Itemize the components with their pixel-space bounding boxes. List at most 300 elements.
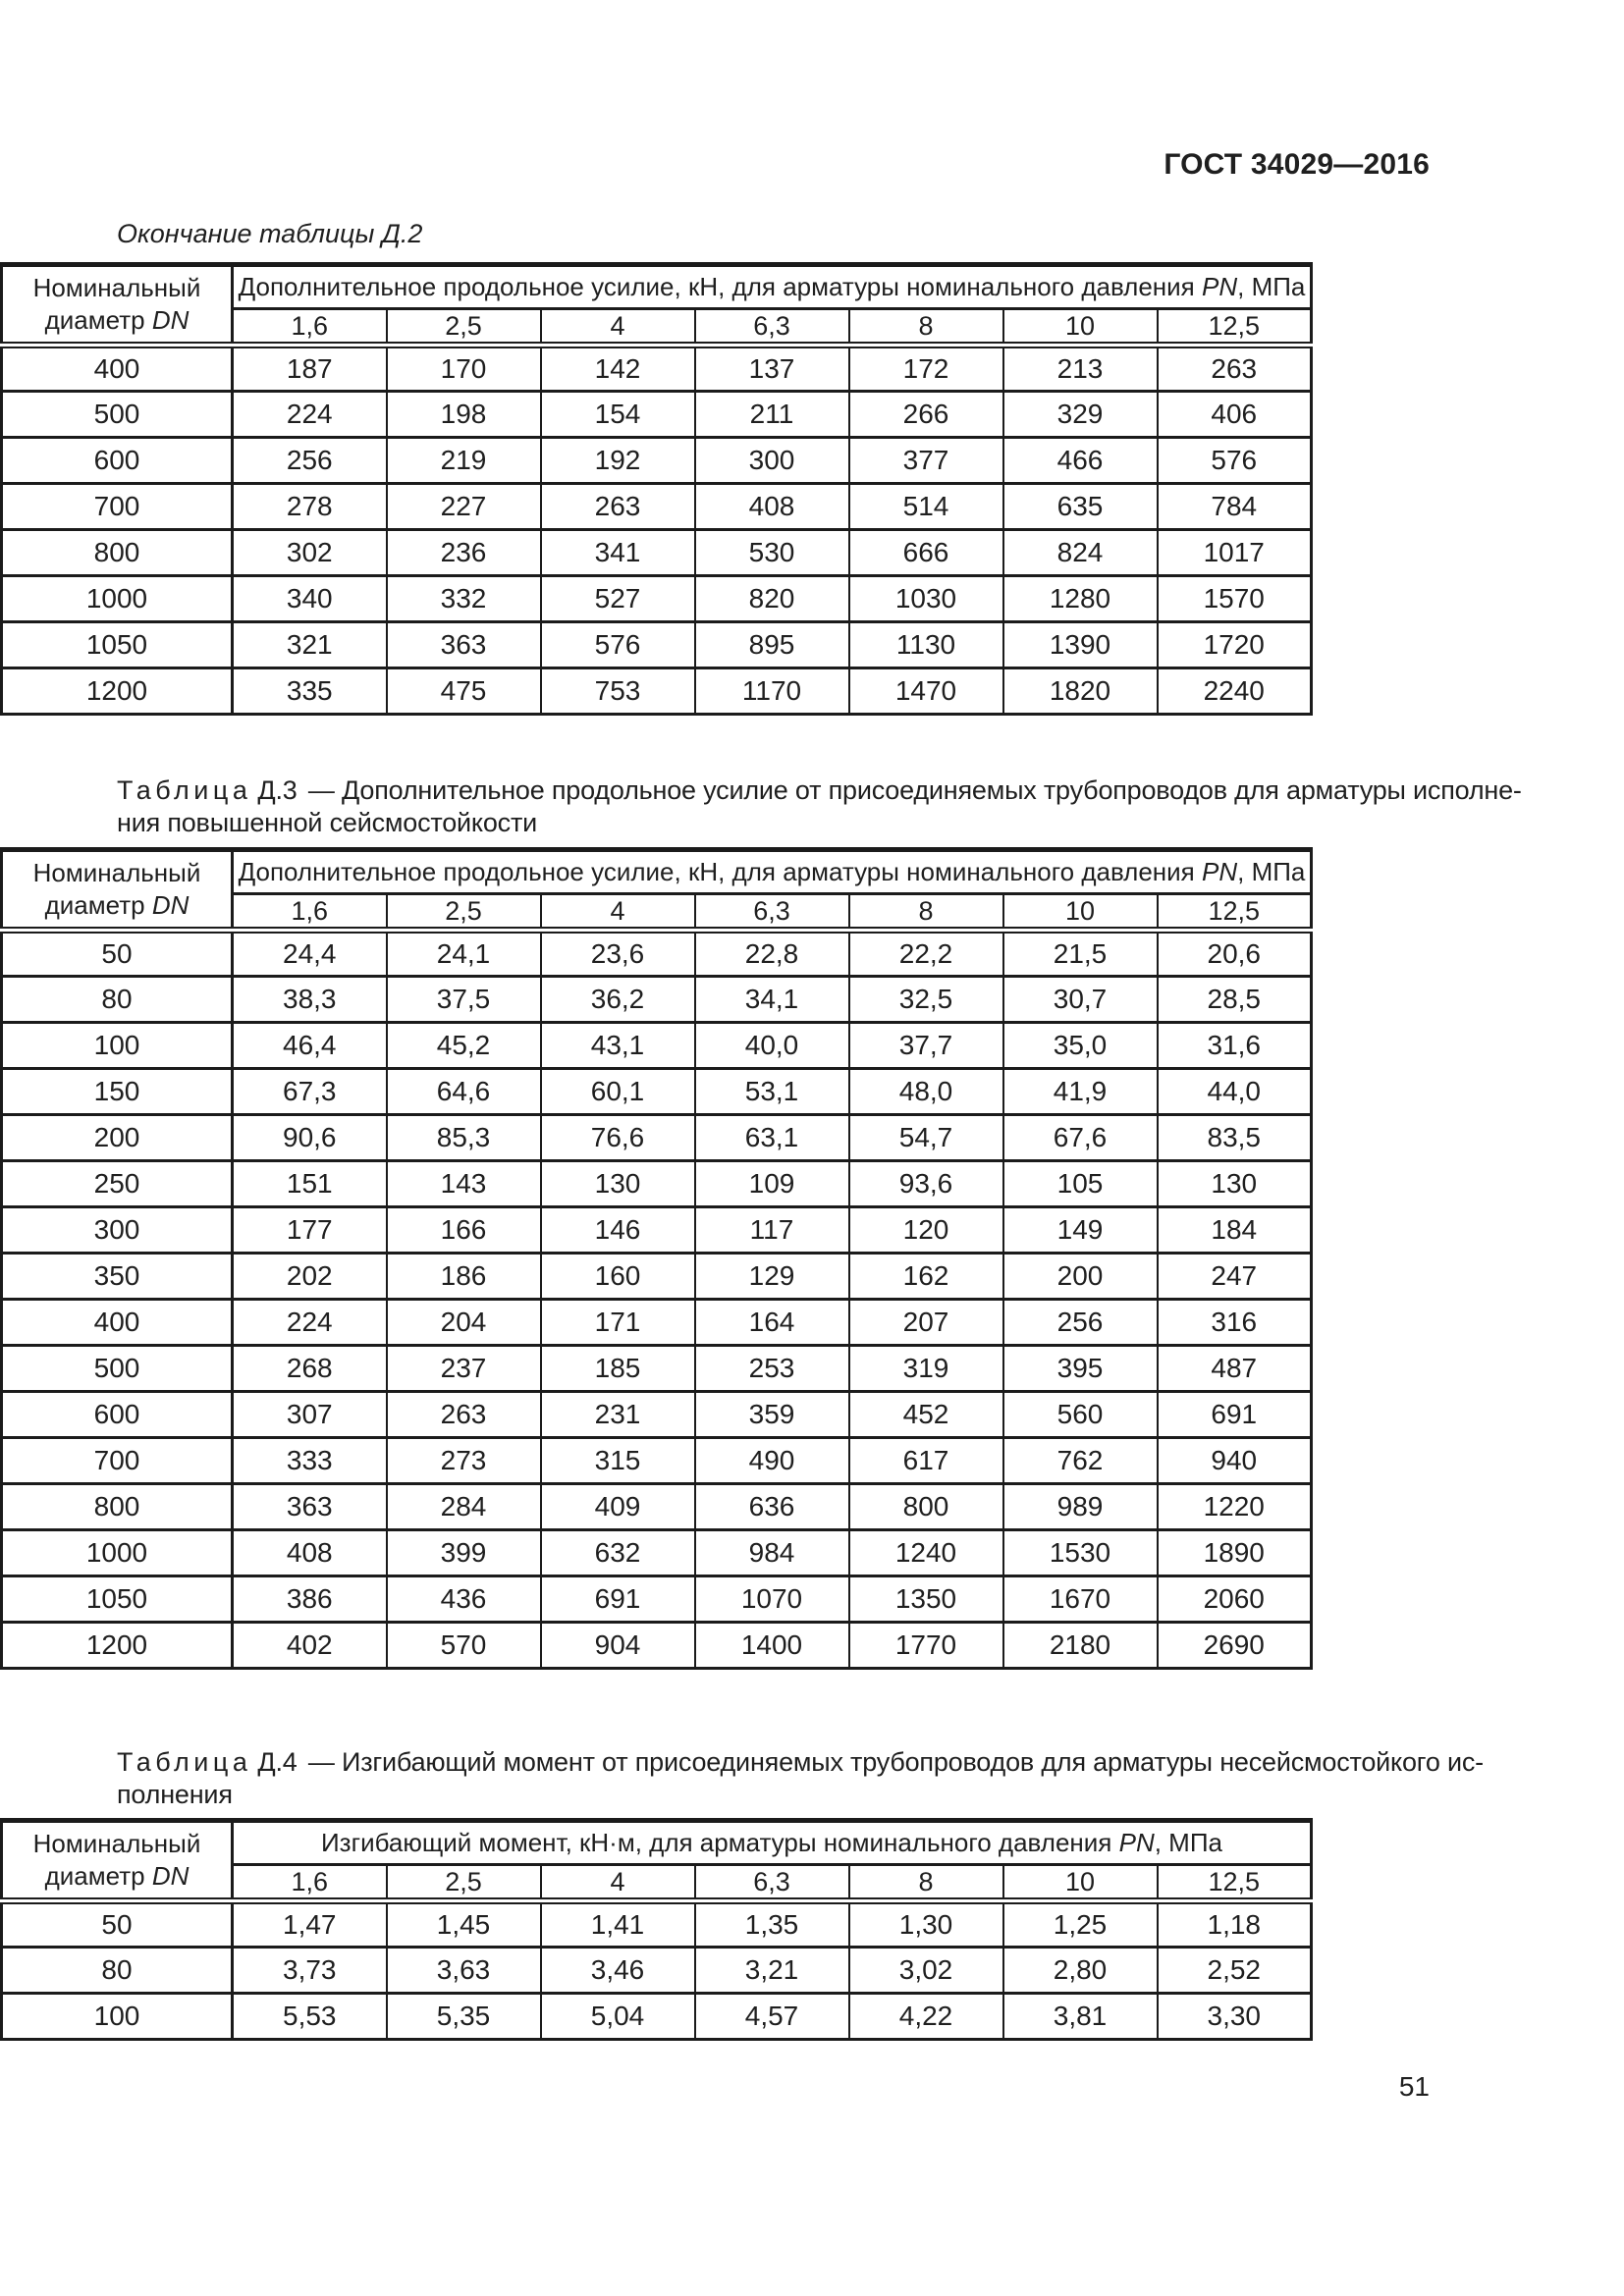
value-cell: 22,2 [849,931,1003,977]
value-cell: 1820 [1003,668,1158,715]
dn-cell: 400 [2,1300,233,1346]
value-cell: 93,6 [849,1161,1003,1207]
value-cell: 224 [233,1300,387,1346]
value-cell: 1130 [849,622,1003,668]
table-row [2,1254,1312,1300]
dn-column-header [2,1821,233,1901]
span-header-unit: , МПа [1237,272,1306,301]
value-cell: 635 [1003,484,1158,530]
dn-cell: 80 [2,977,233,1023]
value-cell: 204 [387,1300,541,1346]
value-cell: 315 [541,1438,695,1484]
value-cell: 45,2 [387,1023,541,1069]
value-cell: 1,41 [541,1901,695,1948]
table-row [2,392,1312,438]
span-header-text: Дополнительное продольное усилие, кН, для арматуры номинального давления [238,857,1195,886]
value-cell: 333 [233,1438,387,1484]
caption-line: ния повышенной сейсмостойкости [117,808,538,837]
value-cell: 1400 [695,1623,849,1669]
value-cell: 20,6 [1158,931,1312,977]
dn-cell: 1000 [2,576,233,622]
value-cell: 762 [1003,1438,1158,1484]
value-cell: 399 [387,1530,541,1576]
value-cell: 363 [233,1484,387,1530]
value-cell: 359 [695,1392,849,1438]
value-cell: 67,6 [1003,1115,1158,1161]
value-cell: 256 [233,438,387,484]
value-cell: 1170 [695,668,849,715]
table-row [2,1484,1312,1530]
value-cell: 63,1 [695,1115,849,1161]
value-cell: 4,57 [695,1994,849,2040]
value-cell: 143 [387,1161,541,1207]
value-cell: 90,6 [233,1115,387,1161]
value-cell: 800 [849,1484,1003,1530]
value-cell: 3,81 [1003,1994,1158,2040]
value-cell: 530 [695,530,849,576]
value-cell: 64,6 [387,1069,541,1115]
span-header-text: Изгибающий момент, кН·м, для арматуры номинального давления [320,1828,1112,1857]
value-cell: 753 [541,668,695,715]
table-row [2,1069,1312,1115]
value-cell: 335 [233,668,387,715]
value-cell: 617 [849,1438,1003,1484]
table-row [2,1392,1312,1438]
table-row [2,668,1312,715]
dn-header-line1: Номинальный [32,1829,201,1858]
table-d3-header [2,850,1312,931]
value-cell: 129 [695,1254,849,1300]
pressure-header: 12,5 [1158,894,1312,931]
value-cell: 1,47 [233,1901,387,1948]
value-cell: 691 [1158,1392,1312,1438]
table-row [2,1623,1312,1669]
dn-header-line1: Номинальный [32,273,201,302]
value-cell: 2690 [1158,1623,1312,1669]
value-cell: 1770 [849,1623,1003,1669]
moment-span-header [233,1821,1312,1865]
pressure-header: 6,3 [695,1865,849,1901]
value-cell: 109 [695,1161,849,1207]
value-cell: 192 [541,438,695,484]
table-d2-header [2,265,1312,346]
pressure-span-header [233,265,1312,309]
value-cell: 36,2 [541,977,695,1023]
value-cell: 386 [233,1576,387,1623]
value-cell: 395 [1003,1346,1158,1392]
value-cell: 164 [695,1300,849,1346]
dn-cell: 250 [2,1161,233,1207]
pressure-header: 4 [541,309,695,346]
value-cell: 2,52 [1158,1948,1312,1994]
value-cell: 1570 [1158,576,1312,622]
table-row [2,1300,1312,1346]
value-cell: 253 [695,1346,849,1392]
value-cell: 1530 [1003,1530,1158,1576]
table-d2-body [2,346,1312,715]
dn-cell: 1200 [2,668,233,715]
value-cell: 160 [541,1254,695,1300]
value-cell: 120 [849,1207,1003,1254]
value-cell: 632 [541,1530,695,1576]
value-cell: 35,0 [1003,1023,1158,1069]
value-cell: 402 [233,1623,387,1669]
value-cell: 154 [541,392,695,438]
value-cell: 560 [1003,1392,1158,1438]
pressure-header: 8 [849,309,1003,346]
value-cell: 162 [849,1254,1003,1300]
dn-cell: 700 [2,484,233,530]
caption-table-word: Таблица [117,1747,252,1777]
value-cell: 363 [387,622,541,668]
value-cell: 177 [233,1207,387,1254]
value-cell: 4,22 [849,1994,1003,2040]
value-cell: 237 [387,1346,541,1392]
table-row [2,576,1312,622]
pressure-header: 1,6 [233,309,387,346]
value-cell: 263 [1158,346,1312,392]
value-cell: 1470 [849,668,1003,715]
dn-symbol: DN [151,890,189,920]
value-cell: 527 [541,576,695,622]
value-cell: 984 [695,1530,849,1576]
value-cell: 3,02 [849,1948,1003,1994]
value-cell: 436 [387,1576,541,1623]
value-cell: 1280 [1003,576,1158,622]
value-cell: 48,0 [849,1069,1003,1115]
value-cell: 185 [541,1346,695,1392]
value-cell: 319 [849,1346,1003,1392]
table-row [2,1901,1312,1948]
pressure-header: 12,5 [1158,309,1312,346]
table-row [2,977,1312,1023]
value-cell: 284 [387,1484,541,1530]
value-cell: 273 [387,1438,541,1484]
value-cell: 184 [1158,1207,1312,1254]
table-d4-caption [117,1746,1484,1811]
standard-number: ГОСТ 34029—2016 [1164,148,1430,181]
value-cell: 332 [387,576,541,622]
value-cell: 341 [541,530,695,576]
value-cell: 43,1 [541,1023,695,1069]
pn-symbol: PN [1118,1828,1155,1857]
table-d3-caption [117,774,1522,839]
dn-cell: 50 [2,931,233,977]
value-cell: 263 [541,484,695,530]
dn-cell: 350 [2,1254,233,1300]
value-cell: 170 [387,346,541,392]
dn-symbol: DN [151,305,189,335]
table-row [2,1576,1312,1623]
pressure-header: 8 [849,894,1003,931]
value-cell: 224 [233,392,387,438]
value-cell: 824 [1003,530,1158,576]
dn-symbol: DN [151,1861,189,1891]
table-d4 [0,1818,1313,2041]
dn-cell: 500 [2,392,233,438]
value-cell: 130 [541,1161,695,1207]
value-cell: 475 [387,668,541,715]
table-d4-body [2,1901,1312,2040]
value-cell: 22,8 [695,931,849,977]
dn-cell: 1050 [2,1576,233,1623]
span-header-text: Дополнительное продольное усилие, кН, для арматуры номинального давления [238,272,1195,301]
value-cell: 53,1 [695,1069,849,1115]
table-row [2,1207,1312,1254]
value-cell: 307 [233,1392,387,1438]
value-cell: 54,7 [849,1115,1003,1161]
table-d3-body [2,931,1312,1669]
value-cell: 636 [695,1484,849,1530]
value-cell: 940 [1158,1438,1312,1484]
value-cell: 38,3 [233,977,387,1023]
value-cell: 490 [695,1438,849,1484]
value-cell: 227 [387,484,541,530]
value-cell: 406 [1158,392,1312,438]
value-cell: 2180 [1003,1623,1158,1669]
value-cell: 1350 [849,1576,1003,1623]
value-cell: 278 [233,484,387,530]
caption-line: полнения [117,1780,233,1809]
value-cell: 409 [541,1484,695,1530]
dn-cell: 100 [2,1994,233,2040]
caption-title: — Изгибающий момент от присоединяемых трубопроводов для арматуры несейсмостойкого ис- [307,1747,1484,1777]
value-cell: 23,6 [541,931,695,977]
value-cell: 172 [849,346,1003,392]
table-row [2,931,1312,977]
value-cell: 31,6 [1158,1023,1312,1069]
value-cell: 2240 [1158,668,1312,715]
dn-header-line1: Номинальный [32,858,201,887]
value-cell: 666 [849,530,1003,576]
value-cell: 211 [695,392,849,438]
dn-cell: 200 [2,1115,233,1161]
value-cell: 3,63 [387,1948,541,1994]
value-cell: 40,0 [695,1023,849,1069]
value-cell: 316 [1158,1300,1312,1346]
value-cell: 263 [387,1392,541,1438]
value-cell: 37,5 [387,977,541,1023]
value-cell: 268 [233,1346,387,1392]
dn-column-header [2,265,233,346]
value-cell: 377 [849,438,1003,484]
dn-cell: 1050 [2,622,233,668]
value-cell: 300 [695,438,849,484]
table-row [2,1994,1312,2040]
value-cell: 219 [387,438,541,484]
pressure-header: 1,6 [233,894,387,931]
value-cell: 105 [1003,1161,1158,1207]
table-d4-header [2,1821,1312,1901]
value-cell: 151 [233,1161,387,1207]
dn-cell: 150 [2,1069,233,1115]
table-d2 [0,262,1313,716]
value-cell: 28,5 [1158,977,1312,1023]
dn-header-line2: диаметр [44,305,145,335]
pressure-header: 10 [1003,1865,1158,1901]
pressure-header: 6,3 [695,894,849,931]
value-cell: 207 [849,1300,1003,1346]
value-cell: 1,25 [1003,1901,1158,1948]
caption-line [117,774,1522,807]
value-cell: 186 [387,1254,541,1300]
caption-table-number: Д.4 [257,1747,298,1777]
dn-header-line2: диаметр [44,1861,145,1891]
value-cell: 146 [541,1207,695,1254]
value-cell: 1720 [1158,622,1312,668]
dn-cell: 600 [2,1392,233,1438]
value-cell: 198 [387,392,541,438]
value-cell: 142 [541,346,695,392]
caption-table-number: Д.3 [257,775,298,805]
value-cell: 3,21 [695,1948,849,1994]
value-cell: 1390 [1003,622,1158,668]
dn-cell: 1000 [2,1530,233,1576]
pressure-header: 2,5 [387,309,541,346]
value-cell: 3,46 [541,1948,695,1994]
value-cell: 408 [233,1530,387,1576]
dn-cell: 50 [2,1901,233,1948]
span-header-unit: , МПа [1237,857,1306,886]
value-cell: 5,04 [541,1994,695,2040]
dn-cell: 800 [2,1484,233,1530]
value-cell: 3,30 [1158,1994,1312,2040]
value-cell: 904 [541,1623,695,1669]
value-cell: 171 [541,1300,695,1346]
value-cell: 576 [1158,438,1312,484]
value-cell: 32,5 [849,977,1003,1023]
dn-cell: 600 [2,438,233,484]
dn-cell: 80 [2,1948,233,1994]
dn-cell: 500 [2,1346,233,1392]
pressure-header: 2,5 [387,894,541,931]
value-cell: 266 [849,392,1003,438]
value-cell: 452 [849,1392,1003,1438]
caption-line [117,1746,1484,1779]
dn-cell: 800 [2,530,233,576]
value-cell: 83,5 [1158,1115,1312,1161]
pressure-header: 2,5 [387,1865,541,1901]
table-row [2,1115,1312,1161]
dn-cell: 300 [2,1207,233,1254]
value-cell: 820 [695,576,849,622]
value-cell: 44,0 [1158,1069,1312,1115]
dn-cell: 700 [2,1438,233,1484]
table-row [2,1346,1312,1392]
value-cell: 1240 [849,1530,1003,1576]
value-cell: 691 [541,1576,695,1623]
value-cell: 117 [695,1207,849,1254]
value-cell: 1,35 [695,1901,849,1948]
value-cell: 85,3 [387,1115,541,1161]
value-cell: 30,7 [1003,977,1158,1023]
dn-column-header [2,850,233,931]
value-cell: 408 [695,484,849,530]
value-cell: 329 [1003,392,1158,438]
table-d3 [0,847,1313,1670]
dn-cell: 1200 [2,1623,233,1669]
value-cell: 247 [1158,1254,1312,1300]
value-cell: 76,6 [541,1115,695,1161]
table-row [2,346,1312,392]
caption-title: — Дополнительное продольное усилие от присоединяемых трубопроводов для арматуры исполне- [307,775,1522,805]
value-cell: 202 [233,1254,387,1300]
value-cell: 302 [233,530,387,576]
value-cell: 41,9 [1003,1069,1158,1115]
table-row [2,1948,1312,1994]
table-row [2,438,1312,484]
value-cell: 1,30 [849,1901,1003,1948]
caption-table-word: Таблица [117,775,252,805]
value-cell: 466 [1003,438,1158,484]
pressure-header: 4 [541,1865,695,1901]
value-cell: 166 [387,1207,541,1254]
pressure-header: 8 [849,1865,1003,1901]
table-row [2,530,1312,576]
value-cell: 1220 [1158,1484,1312,1530]
value-cell: 784 [1158,484,1312,530]
pressure-header: 10 [1003,894,1158,931]
value-cell: 200 [1003,1254,1158,1300]
value-cell: 340 [233,576,387,622]
value-cell: 1,18 [1158,1901,1312,1948]
pressure-header: 10 [1003,309,1158,346]
value-cell: 231 [541,1392,695,1438]
value-cell: 256 [1003,1300,1158,1346]
value-cell: 1670 [1003,1576,1158,1623]
table-d2-continuation-caption: Окончание таблицы Д.2 [117,219,423,248]
value-cell: 3,73 [233,1948,387,1994]
table-row [2,1438,1312,1484]
pressure-header: 12,5 [1158,1865,1312,1901]
table-row [2,622,1312,668]
value-cell: 187 [233,346,387,392]
value-cell: 1890 [1158,1530,1312,1576]
value-cell: 2060 [1158,1576,1312,1623]
value-cell: 1017 [1158,530,1312,576]
pressure-header: 6,3 [695,309,849,346]
value-cell: 21,5 [1003,931,1158,977]
value-cell: 24,4 [233,931,387,977]
dn-header-line2: диаметр [44,890,145,920]
value-cell: 37,7 [849,1023,1003,1069]
pressure-header: 1,6 [233,1865,387,1901]
value-cell: 570 [387,1623,541,1669]
value-cell: 24,1 [387,931,541,977]
value-cell: 137 [695,346,849,392]
value-cell: 1070 [695,1576,849,1623]
value-cell: 2,80 [1003,1948,1158,1994]
pressure-header: 4 [541,894,695,931]
value-cell: 60,1 [541,1069,695,1115]
value-cell: 576 [541,622,695,668]
pn-symbol: PN [1202,272,1238,301]
value-cell: 895 [695,622,849,668]
value-cell: 149 [1003,1207,1158,1254]
page-number: 51 [1398,2071,1430,2102]
table-row [2,484,1312,530]
value-cell: 1,45 [387,1901,541,1948]
table-row [2,1530,1312,1576]
pn-symbol: PN [1202,857,1238,886]
value-cell: 5,35 [387,1994,541,2040]
value-cell: 487 [1158,1346,1312,1392]
value-cell: 321 [233,622,387,668]
dn-cell: 100 [2,1023,233,1069]
value-cell: 213 [1003,346,1158,392]
dn-cell: 400 [2,346,233,392]
value-cell: 1030 [849,576,1003,622]
